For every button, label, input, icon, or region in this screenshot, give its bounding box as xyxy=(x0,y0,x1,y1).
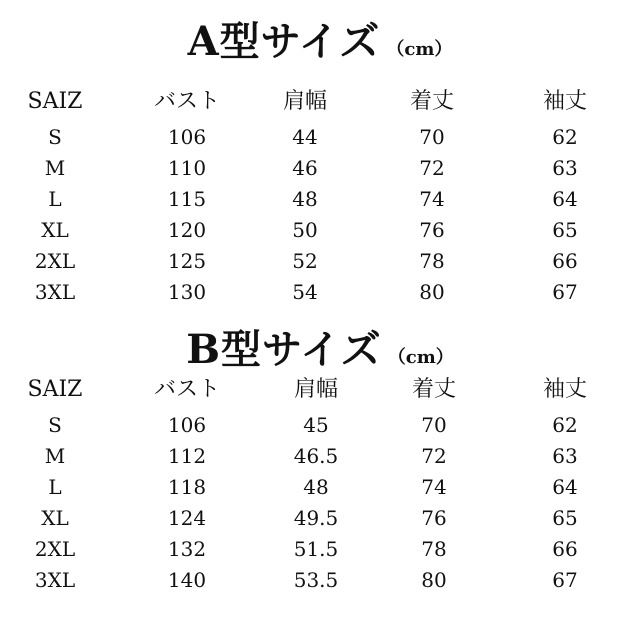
column-header: 袖丈 xyxy=(542,89,587,114)
table-row xyxy=(0,503,640,534)
unit-label: （cm） xyxy=(386,39,453,60)
column-header: SAIZ xyxy=(27,89,83,114)
measurement-cell: 70 xyxy=(421,413,447,437)
measurement-cell: 140 xyxy=(167,568,207,592)
measurement-cell: 46.5 xyxy=(293,444,339,468)
measurement-cell: 67 xyxy=(552,280,578,304)
table-row xyxy=(0,277,640,308)
measurement-cell: 120 xyxy=(167,218,207,242)
measurement-cell: 118 xyxy=(167,475,207,499)
measurement-cell: 78 xyxy=(421,537,447,561)
measurement-cell: 125 xyxy=(167,249,207,273)
measurement-cell: 52 xyxy=(292,249,318,273)
measurement-cell: 46 xyxy=(292,156,318,180)
measurement-cell: 124 xyxy=(167,506,207,530)
size-label: 3XL xyxy=(34,280,76,304)
table-header-row xyxy=(0,370,640,410)
table-row xyxy=(0,246,640,277)
measurement-cell: 66 xyxy=(552,249,578,273)
section-title-a xyxy=(0,10,640,67)
size-table-b xyxy=(0,370,640,596)
size-label: XL xyxy=(41,506,69,530)
measurement-cell: 80 xyxy=(419,280,445,304)
measurement-cell: 106 xyxy=(167,125,207,149)
size-table-a xyxy=(0,82,640,308)
measurement-cell: 63 xyxy=(552,156,578,180)
table-row xyxy=(0,472,640,503)
size-type-title: A型サイズ xyxy=(187,18,381,65)
size-label: M xyxy=(44,156,66,180)
measurement-cell: 106 xyxy=(167,413,207,437)
measurement-cell: 115 xyxy=(167,187,207,211)
measurement-cell: 53.5 xyxy=(293,568,339,592)
size-label: 2XL xyxy=(34,249,76,273)
table-row xyxy=(0,565,640,596)
table-row xyxy=(0,534,640,565)
size-type-title: B型サイズ xyxy=(186,326,382,373)
size-label: 2XL xyxy=(34,537,76,561)
table-row xyxy=(0,441,640,472)
measurement-cell: 76 xyxy=(421,506,447,530)
size-label: XL xyxy=(41,218,69,242)
measurement-cell: 54 xyxy=(292,280,318,304)
size-label: L xyxy=(48,475,62,499)
measurement-cell: 65 xyxy=(552,506,578,530)
column-header: 袖丈 xyxy=(542,377,587,402)
measurement-cell: 67 xyxy=(552,568,578,592)
section-title-b xyxy=(0,318,640,375)
table-row xyxy=(0,153,640,184)
measurement-cell: 66 xyxy=(552,537,578,561)
measurement-cell: 132 xyxy=(167,537,207,561)
size-label: L xyxy=(48,187,62,211)
measurement-cell: 64 xyxy=(552,187,578,211)
measurement-cell: 74 xyxy=(419,187,445,211)
column-header: 肩幅 xyxy=(293,377,338,402)
column-header: 肩幅 xyxy=(282,89,327,114)
size-label: S xyxy=(48,413,62,437)
measurement-cell: 65 xyxy=(552,218,578,242)
measurement-cell: 64 xyxy=(552,475,578,499)
measurement-cell: 76 xyxy=(419,218,445,242)
measurement-cell: 49.5 xyxy=(293,506,339,530)
unit-label: （cm） xyxy=(387,347,454,368)
size-label: S xyxy=(48,125,62,149)
measurement-cell: 62 xyxy=(552,413,578,437)
measurement-cell: 110 xyxy=(167,156,207,180)
column-header: 着丈 xyxy=(409,89,454,114)
measurement-cell: 44 xyxy=(292,125,318,149)
table-row xyxy=(0,184,640,215)
measurement-cell: 80 xyxy=(421,568,447,592)
column-header: SAIZ xyxy=(27,377,83,402)
measurement-cell: 70 xyxy=(419,125,445,149)
measurement-cell: 45 xyxy=(303,413,329,437)
table-header-row xyxy=(0,82,640,122)
size-label: M xyxy=(44,444,66,468)
measurement-cell: 78 xyxy=(419,249,445,273)
measurement-cell: 72 xyxy=(419,156,445,180)
measurement-cell: 48 xyxy=(303,475,329,499)
measurement-cell: 130 xyxy=(167,280,207,304)
size-label: 3XL xyxy=(34,568,76,592)
measurement-cell: 48 xyxy=(292,187,318,211)
measurement-cell: 51.5 xyxy=(293,537,339,561)
measurement-cell: 62 xyxy=(552,125,578,149)
measurement-cell: 72 xyxy=(421,444,447,468)
measurement-cell: 50 xyxy=(292,218,318,242)
measurement-cell: 74 xyxy=(421,475,447,499)
measurement-cell: 63 xyxy=(552,444,578,468)
measurement-cell: 112 xyxy=(167,444,207,468)
table-row xyxy=(0,215,640,246)
table-row xyxy=(0,122,640,153)
column-header: 着丈 xyxy=(411,377,456,402)
table-row xyxy=(0,410,640,441)
column-header: バスト xyxy=(153,89,220,114)
column-header: バスト xyxy=(153,377,220,402)
